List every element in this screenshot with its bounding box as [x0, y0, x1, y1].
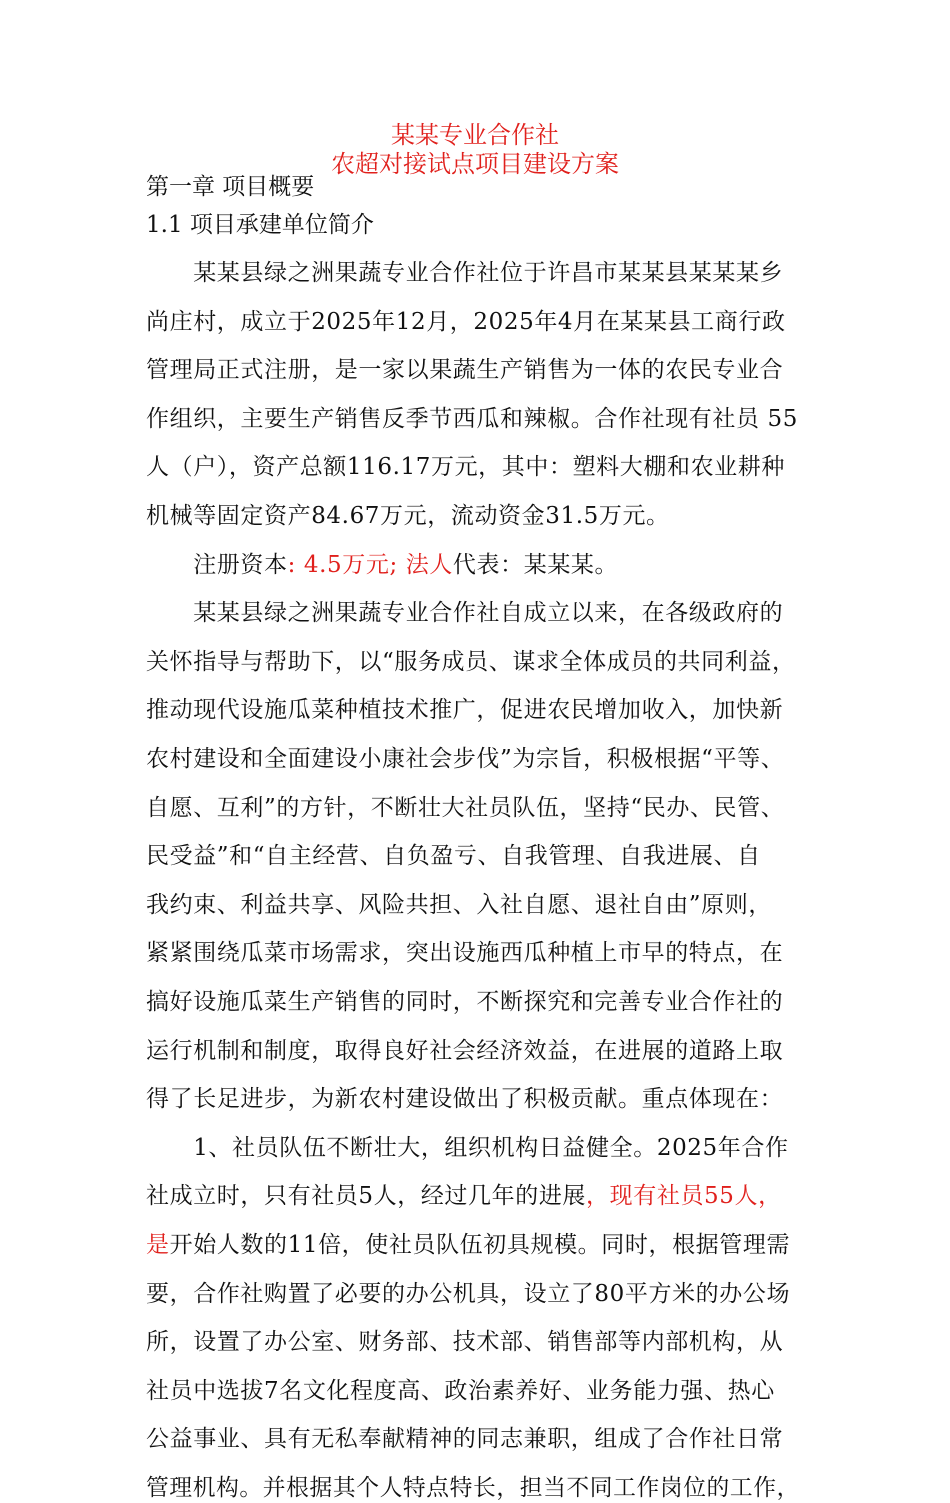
body-line: [146, 452, 785, 482]
body-text-run: 机械等固定资产84.67万元，流动资金31.5万元。: [146, 503, 670, 529]
body-text-run: 得了长足进步，为新农村建设做出了积极贡献。重点体现在：: [146, 1086, 784, 1113]
body-line: [146, 404, 798, 434]
body-text-run: 紧紧围绕瓜菜市场需求，突出设施西瓜种植上市早的特点，在: [146, 940, 784, 967]
body-line: [146, 355, 783, 385]
body-text-run: 某某县绿之洲果蔬专业合作社自成立以来，在各级政府的: [146, 600, 784, 627]
body-line: [146, 695, 783, 725]
body-line: [146, 1230, 790, 1260]
highlighted-text: ，现有社员55人，: [586, 1183, 782, 1210]
body-line: [146, 1133, 789, 1163]
body-line: [146, 501, 670, 531]
body-text-run: 社员中选拔7名文化程度高、政治素养好、业务能力强、热心: [146, 1377, 775, 1404]
body-text-run: 运行机制和制度，取得良好社会经济效益，在进展的道路上取: [146, 1037, 784, 1064]
body-line: [146, 1327, 783, 1357]
body-text-run: 搞好设施瓜菜生产销售的同时，不断探究和完善专业合作社的: [146, 989, 784, 1015]
body-text-run: 农村建设和全面建设小康社会步伐”为宗旨，积极根据“平等、: [146, 746, 785, 772]
body-text-run: 自愿、互利”的方针，不断壮大社员队伍，坚持“民办、民管、: [146, 794, 785, 821]
document-title-line-1: 某某专业合作社: [391, 121, 559, 149]
body-text-run: 所，设置了办公室、财务部、技术部、销售部等内部机构，从: [146, 1329, 784, 1356]
body-line: [146, 987, 783, 1017]
body-line: [146, 841, 761, 871]
body-line: [146, 890, 772, 920]
document-title-line-2: 农超对接试点项目建设方案: [331, 150, 619, 178]
body-line: [146, 550, 618, 580]
body-text-run: 社成立时，只有社员5人，经过几年的进展: [146, 1183, 587, 1210]
body-line: [146, 938, 783, 968]
body-text-run: 尚庄村，成立于2025年12月，2025年4月在某某县工商行政: [146, 308, 786, 335]
body-text-run: 某某县绿之洲果蔬专业合作社位于许昌市某某县某某某乡: [146, 260, 784, 286]
body-line: [146, 258, 783, 288]
body-line: [146, 1181, 782, 1211]
body-text-run: 要，合作社购置了必要的办公机具，设立了80平方米的办公场: [146, 1280, 791, 1307]
section-heading: 1.1 项目承建单位简介: [146, 212, 374, 238]
highlighted-text: 是: [146, 1232, 170, 1258]
body-text-run: 人（户），资产总额116.17万元，其中：塑料大棚和农业耕种: [146, 454, 785, 481]
body-text-run: 管理机构。并根据其个人特点特长，担当不同工作岗位的工作，: [146, 1475, 800, 1501]
body-text-run: 关怀指导与帮助下，以“服务成员、谋求全体成员的共同利益，: [146, 648, 796, 675]
body-line: [146, 1084, 783, 1114]
body-line: [146, 307, 786, 337]
body-text-run: 管理局正式注册，是一家以果蔬生产销售为一体的农民专业合: [146, 357, 784, 384]
body-text-run: 民受益”和“自主经营、自负盈亏、自我管理、自我进展、自: [146, 843, 761, 870]
body-line: [146, 1473, 800, 1503]
body-line: [146, 744, 784, 774]
body-text-run: 注册资本: [146, 551, 288, 578]
body-line: [146, 793, 784, 823]
body-line: [146, 1279, 790, 1309]
body-line: [146, 1036, 783, 1066]
body-line: [146, 647, 796, 677]
chapter-heading: 第一章 项目概要: [146, 174, 315, 200]
body-text-run: 我约束、利益共享、风险共担、入社自愿、退社自由”原则，: [146, 891, 772, 918]
body-text-run: 公益事业、具有无私奉献精神的同志兼职，组成了合作社日常: [146, 1426, 784, 1453]
body-line: [146, 1376, 775, 1406]
body-text-run: 推动现代设施瓜菜种植技术推广，促进农民增加收入，加快新: [146, 697, 784, 724]
highlighted-text: : 4.5万元; 法人: [287, 551, 453, 578]
body-line: [146, 1424, 783, 1454]
body-text-run: 代表：某某某。: [452, 551, 619, 578]
body-text-run: 开始人数的11倍，使社员队伍初具规模。同时，根据管理需: [169, 1232, 791, 1258]
body-text-run: 1、社员队伍不断壮大，组织机构日益健全。2025年合作: [146, 1134, 789, 1161]
body-text-run: 作组织，主要生产销售反季节西瓜和辣椒。合作社现有社员 55: [146, 405, 798, 432]
body-line: [146, 598, 783, 628]
